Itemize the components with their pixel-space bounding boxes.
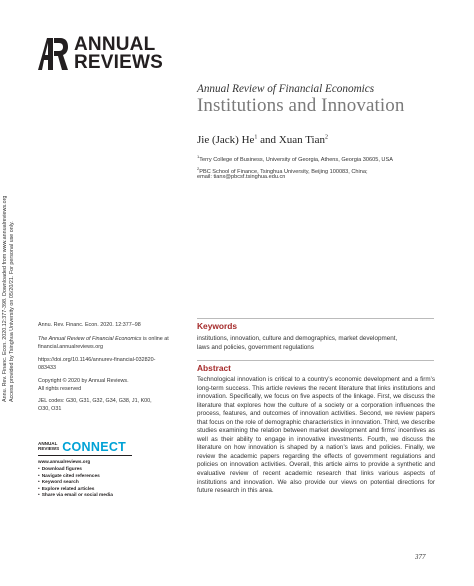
author-he-sup: 1 <box>254 134 258 141</box>
aff-1-sup: 1 <box>197 154 200 159</box>
aff-2-sup: 2 <box>197 166 200 171</box>
side-access-note: Access provided by Tsinghua University on 05/20/21. For personal use only. <box>9 221 15 402</box>
jel-codes-line-1: JEL codes: G30, G31, G32, G34, G38, J1, K00, <box>38 398 152 404</box>
author-he: Jie (Jack) He <box>197 134 255 146</box>
authors-and: and <box>257 134 279 146</box>
connect-item-related-articles[interactable]: • Explore related articles <box>38 487 136 494</box>
connect-item-cited-references[interactable]: • Navigate cited references <box>38 474 136 481</box>
author-tian-sup: 2 <box>324 134 328 141</box>
connect-item-keyword-search[interactable]: • Keyword search <box>38 480 136 487</box>
affiliation-email: email: tianx@pbcsf.tsinghua.edu.cn <box>197 174 286 180</box>
connect-item-share[interactable]: • Share via email or social media <box>38 493 136 500</box>
side-download-note: Annu. Rev. Financ. Econ. 2020.12:377-398. Downloaded from www.annualreviews.org <box>2 195 8 402</box>
connect-item-download-figures[interactable]: • Download figures <box>38 467 136 474</box>
annual-reviews-wordmark <box>74 36 163 72</box>
aff-2-text: PBC School of Finance, Tsinghua University, Beijing 100083, China; <box>199 168 368 175</box>
connect-logo <box>38 440 136 454</box>
copyright-line-2: All rights reserved <box>38 386 82 392</box>
doi-line-2[interactable]: 083433 <box>38 365 56 371</box>
connect-divider <box>38 455 132 456</box>
connect-small-reviews: REVIEWS <box>38 446 60 451</box>
page-number: 377 <box>415 553 426 561</box>
copyright-line-1: Copyright © 2020 by Annual Reviews. <box>38 378 129 384</box>
journal-url[interactable]: financial.annualreviews.org <box>38 344 104 350</box>
keywords-heading: Keywords <box>197 321 238 331</box>
abstract-rule <box>197 360 434 361</box>
author-tian: Xuan Tian <box>278 134 325 146</box>
citation-line: Annu. Rev. Financ. Econ. 2020. 12:377–98 <box>38 322 141 328</box>
online-note-journal: The Annual Review of Financial Economics <box>38 336 142 342</box>
logo-line-reviews: REVIEWS <box>74 52 164 73</box>
keywords-rule <box>197 318 434 319</box>
jel-codes-line-2: O30, O31 <box>38 406 62 412</box>
online-note <box>38 336 188 344</box>
annual-reviews-connect[interactable] <box>38 440 136 520</box>
logo-line-annual: ANNUAL <box>74 34 156 55</box>
annual-reviews-logo-icon <box>38 38 68 70</box>
connect-small-annual: ANNUAL <box>38 441 58 447</box>
connect-feature-list <box>38 467 136 500</box>
keywords-line-2: laws and policies, government regulations <box>197 344 314 351</box>
connect-url[interactable]: www.annualreviews.org <box>38 459 91 464</box>
authors <box>197 134 328 146</box>
affiliation-1 <box>197 153 393 164</box>
keywords-line-1: institutions, innovation, culture and demographics, market development, <box>197 335 398 342</box>
doi-line-1[interactable]: https://doi.org/10.1146/annurev-financial-032820- <box>38 357 156 363</box>
online-note-rest: is online at <box>141 336 169 342</box>
abstract-heading: Abstract <box>197 363 231 373</box>
journal-name: Annual Review of Financial Economics <box>197 83 375 95</box>
abstract-text: Technological innovation is critical to a country’s economic development and a firm’s long-term success. This article reviews the recent literature that links institutions and innovation. Specifically, we focus on five aspects of the linkage. First, we discuss the literature that explores how the culture of a society or a corporation influences the process, features, and outcomes of innovation activities. Second, we review papers that focus on the role of demographic characteristics in innovation. Third, we describe studies examining the relation between market development and firms’ incentives as well as their ability to engage in innovative investments. Fourth, we discuss the literature on how innovation is shaped by a nation’s laws and policies. Finally, we review the academic papers regarding the effects of government regulations and policies on innovation activities. Overall, this article aims to provide a synthetic and evaluative review of recent academic research that links various aspects of institutions and innovation. We also provide our views on potential directions for future research in this area. <box>197 376 435 495</box>
connect-ar-small <box>38 442 59 452</box>
connect-wordmark: CONNECT <box>62 440 127 454</box>
article-title: Institutions and Innovation <box>197 95 405 116</box>
aff-1-text: Terry College of Business, University of Georgia, Athens, Georgia 30605, USA <box>199 156 393 163</box>
